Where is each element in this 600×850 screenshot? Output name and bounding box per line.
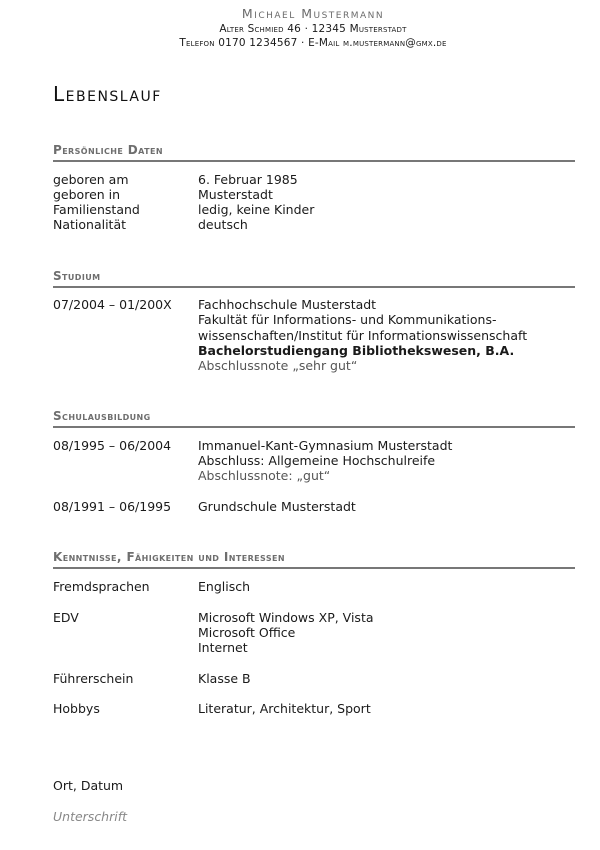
skills-label: EDV xyxy=(53,610,79,625)
signature-placeholder: Unterschrift xyxy=(53,809,128,824)
place-date-label: Ort, Datum xyxy=(53,778,124,793)
document-title: Lebenslauf xyxy=(53,82,162,106)
schule-line: Grundschule Musterstadt xyxy=(198,499,356,514)
studium-line: Fachhochschule Musterstadt xyxy=(198,297,377,312)
schule-line: Abschluss: Allgemeine Hochschulreife xyxy=(198,453,436,468)
section-heading-studium xyxy=(53,265,575,288)
skills-value: Microsoft Windows XP, Vista xyxy=(198,610,374,625)
section-heading-personal xyxy=(53,139,575,162)
studium-period: 07/2004 – 01/200X xyxy=(53,297,172,312)
skills-value: Klasse B xyxy=(198,671,251,686)
section-heading-label: Persönliche Daten xyxy=(53,143,163,157)
skills-label: Fremdsprachen xyxy=(53,579,150,594)
section-heading-label: Schulausbildung xyxy=(53,409,151,423)
personal-label: geboren am xyxy=(53,172,129,187)
studium-line: wissenschaften/Institut für Informationswissenschaft xyxy=(198,328,528,343)
schule-period: 08/1991 – 06/1995 xyxy=(53,499,172,514)
skills-value: Literatur, Architektur, Sport xyxy=(198,701,371,716)
studium-grade: Abschlussnote „sehr gut“ xyxy=(198,358,358,373)
header-address: Alter Schmied 46 · 12345 Musterstadt xyxy=(219,23,407,35)
header-contact: Telefon 0170 1234567 · E-Mail m.mustermann@gmx.de xyxy=(179,37,447,49)
personal-value: Musterstadt xyxy=(198,187,273,202)
personal-value: ledig, keine Kinder xyxy=(198,202,315,217)
skills-label: Führerschein xyxy=(53,671,134,686)
studium-line: Fakultät für Informations- und Kommunikations- xyxy=(198,312,497,327)
section-heading-label: Studium xyxy=(53,269,101,283)
skills-value: Internet xyxy=(198,640,248,655)
skills-label: Hobbys xyxy=(53,701,100,716)
skills-value: Microsoft Office xyxy=(198,625,296,640)
personal-label: Familienstand xyxy=(53,202,140,217)
studium-degree: Bachelorstudiengang Bibliothekswesen, B.A. xyxy=(198,343,515,358)
section-heading-schule xyxy=(53,405,575,428)
schule-period: 08/1995 – 06/2004 xyxy=(53,438,172,453)
header-name: Michael Mustermann xyxy=(241,6,385,21)
skills-value: Englisch xyxy=(198,579,251,594)
personal-value: deutsch xyxy=(198,217,248,232)
section-heading-label: Kenntnisse, Fähigkeiten und Interessen xyxy=(53,550,285,564)
schule-grade: Abschlussnote: „gut“ xyxy=(198,468,331,483)
personal-label: geboren in xyxy=(53,187,121,202)
personal-label: Nationalität xyxy=(53,217,127,232)
schule-line: Immanuel-Kant-Gymnasium Musterstadt xyxy=(198,438,453,453)
personal-value: 6. Februar 1985 xyxy=(198,172,298,187)
section-heading-skills xyxy=(53,546,575,569)
